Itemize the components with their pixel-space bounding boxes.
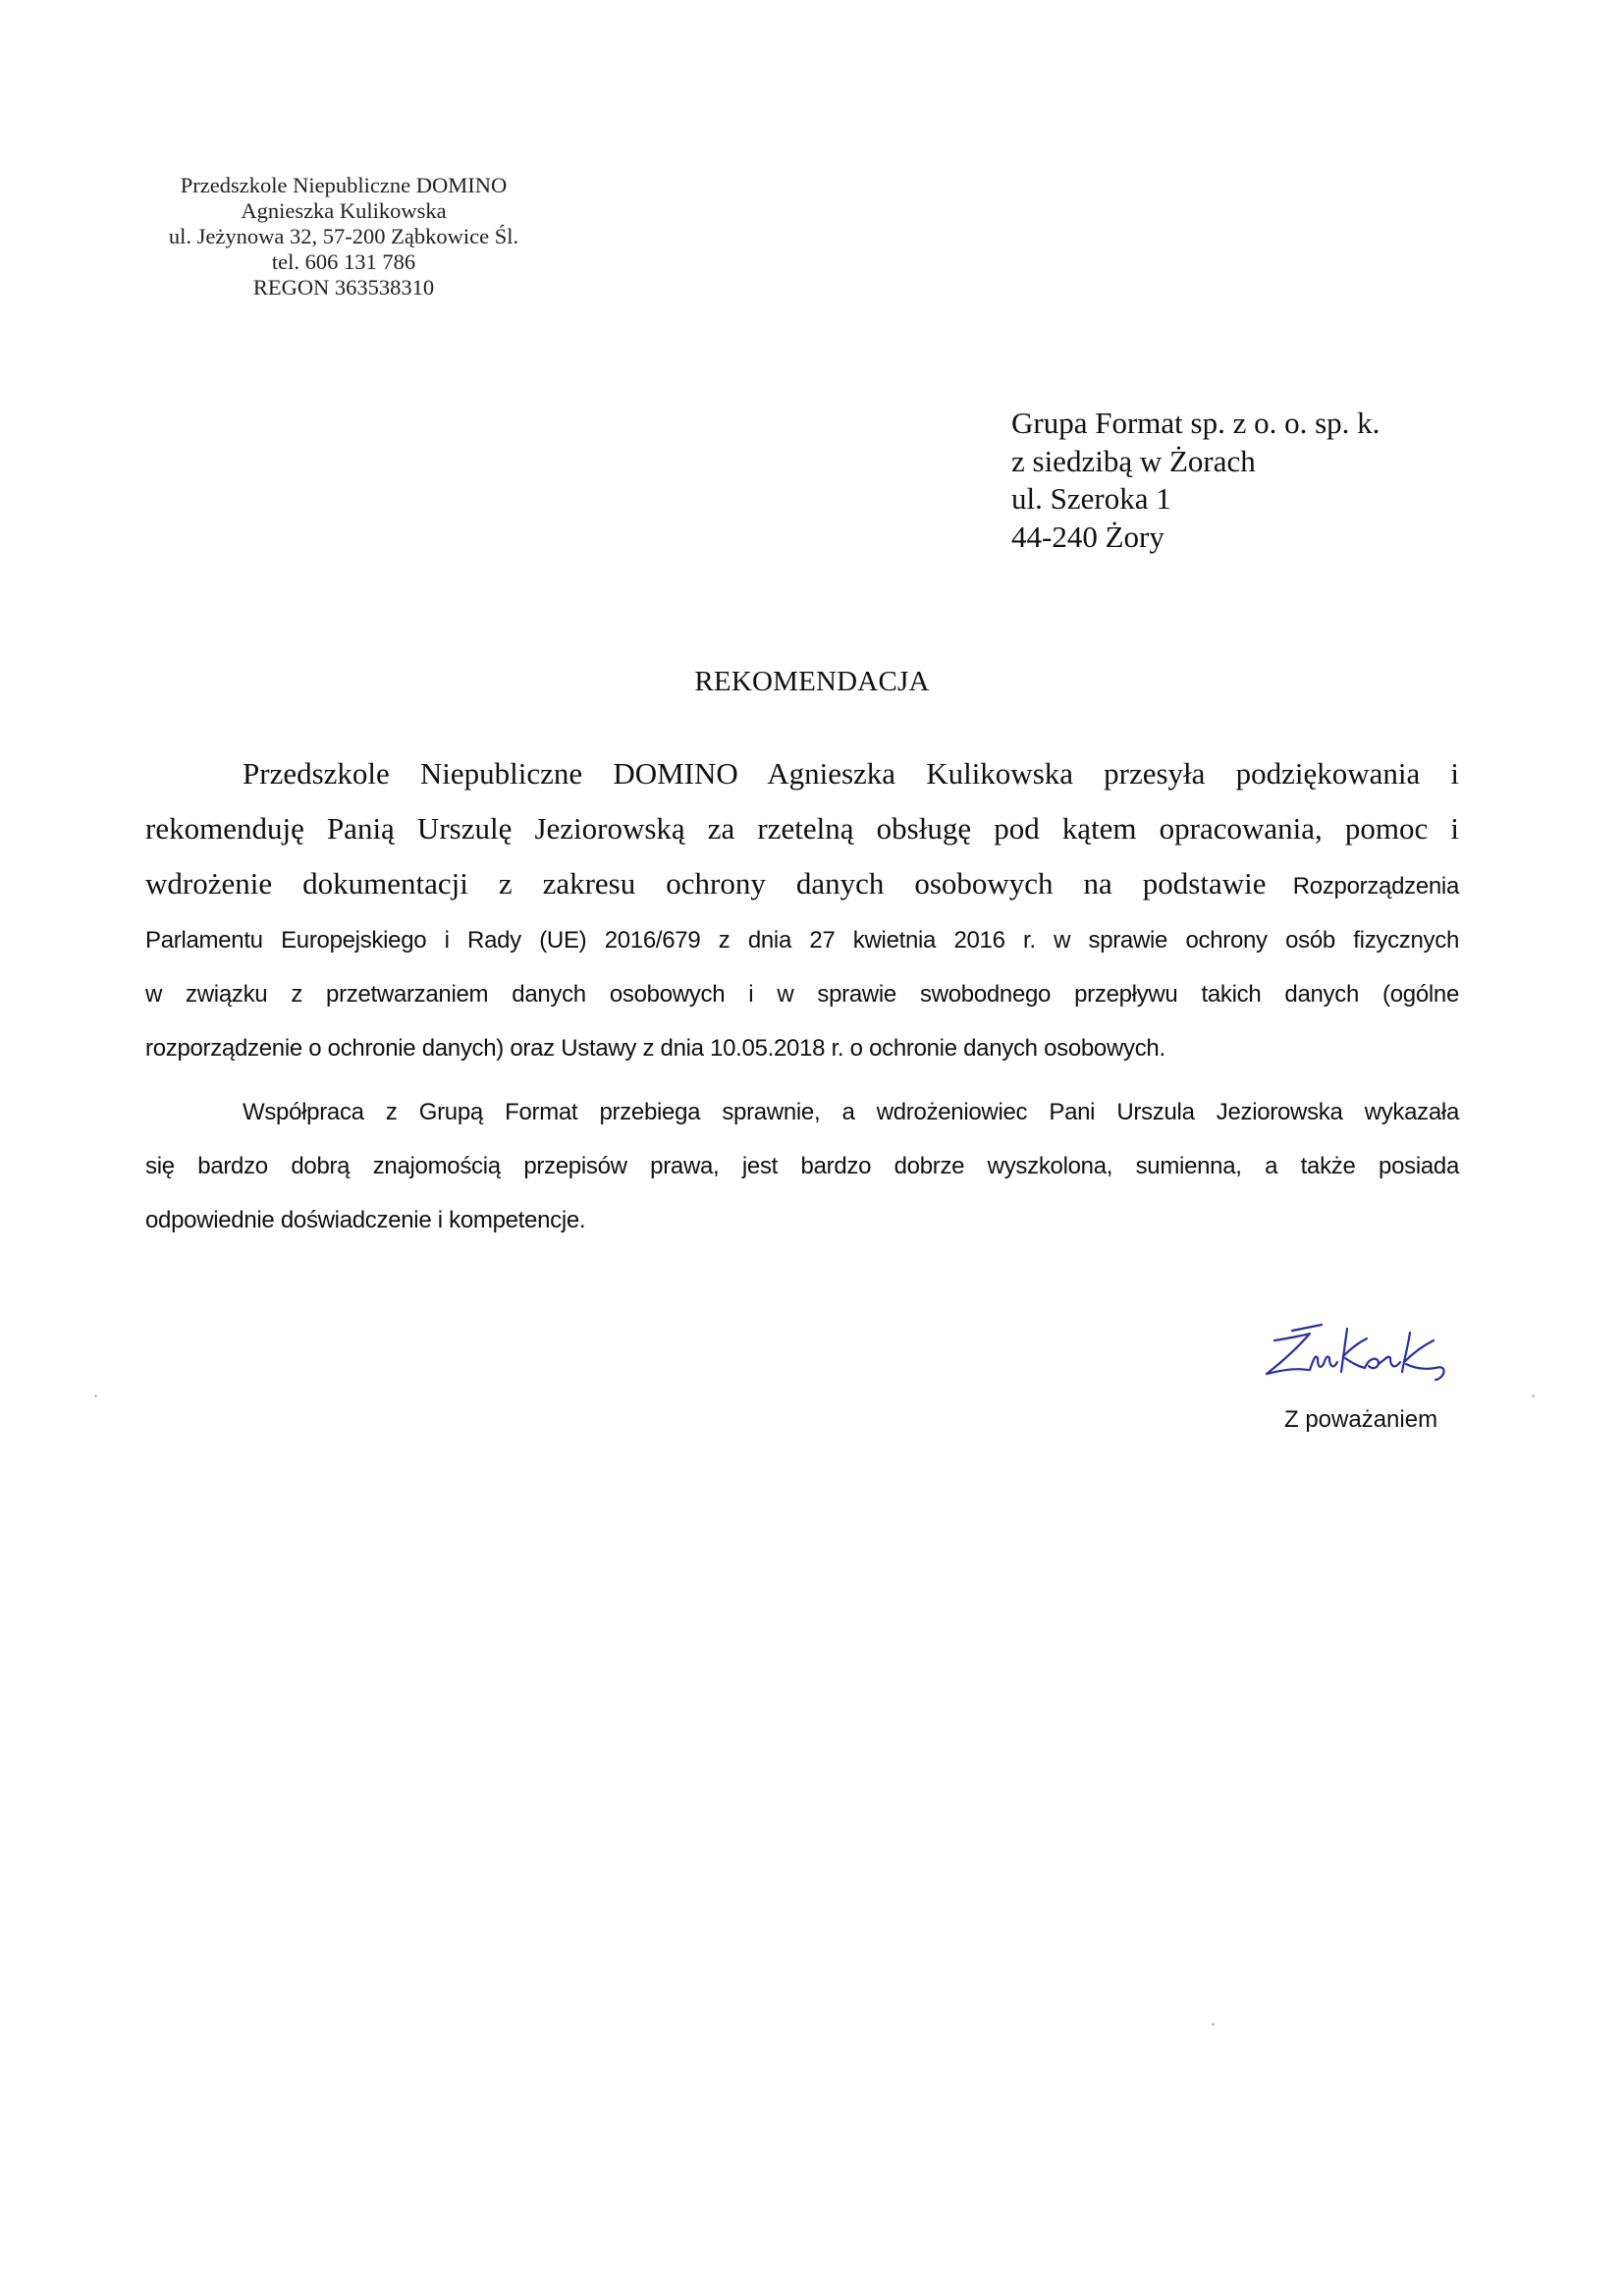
paragraph-2-line-1: Współpraca z Grupą Format przebiega sprawnie, a wdrożeniowiec Pani Urszula Jeziorowska wykazała (243, 1099, 1459, 1125)
paragraph-1-line-3-sans: Rozporządzenia (1292, 873, 1459, 900)
recipient-line: ul. Szeroka 1 (1011, 481, 1171, 516)
scan-speck (1212, 2023, 1215, 2026)
sender-line: ul. Jeżynowa 32, 57-200 Ząbkowice Śl. (168, 224, 519, 248)
paragraph-2-line-3: odpowiednie doświadczenie i kompetencje. (145, 1207, 586, 1233)
paragraph-2-line-2: się bardzo dobrą znajomością przepisów prawa, jest bardzo dobrze wyszkolona, sumienna, a także posiada (145, 1153, 1459, 1179)
paragraph-1-line-3 (145, 866, 1459, 902)
recipient-address (1011, 405, 1380, 556)
closing-salutation: Z poważaniem (1284, 1406, 1438, 1433)
scan-speck (94, 1394, 97, 1397)
paragraph-1-line-3-serif: wdrożenie dokumentacji z zakresu ochrony danych osobowych na podstawie (145, 866, 1267, 901)
sender-letterhead (157, 173, 530, 301)
paragraph-1-line-6: rozporządzenie o ochronie danych) oraz Ustawy z dnia 10.05.2018 r. o ochronie danych osobowych. (145, 1035, 1165, 1062)
sender-line: tel. 606 131 786 (271, 249, 416, 274)
recipient-line: 44-240 Żory (1011, 519, 1164, 554)
recipient-line: z siedzibą w Żorach (1011, 443, 1256, 478)
sender-line: Agnieszka Kulikowska (241, 198, 447, 223)
recipient-line: Grupa Format sp. z o. o. sp. k. (1011, 406, 1380, 440)
handwritten-signature (1253, 1319, 1489, 1388)
paragraph-1-line-2: rekomenduję Panią Urszulę Jeziorowską za rzetelną obsługę pod kątem opracowania, pomoc i (145, 811, 1459, 846)
scan-speck (1532, 1394, 1535, 1397)
document-title: REKOMENDACJA (694, 666, 930, 697)
sender-line: Przedszkole Niepubliczne DOMINO (180, 173, 508, 197)
paragraph-1-line-4: Parlamentu Europejskiego i Rady (UE) 2016/679 z dnia 27 kwietnia 2016 r. w sprawie ochrony osób fizycznych (145, 927, 1459, 954)
paragraph-1-line-5: w związku z przetwarzaniem danych osobowych i w sprawie swobodnego przepływu takich danych (ogólne (145, 981, 1459, 1008)
sender-line: REGON 363538310 (252, 275, 435, 300)
paragraph-1-line-1: Przedszkole Niepubliczne DOMINO Agnieszka Kulikowska przesyła podziękowania i (243, 756, 1459, 791)
